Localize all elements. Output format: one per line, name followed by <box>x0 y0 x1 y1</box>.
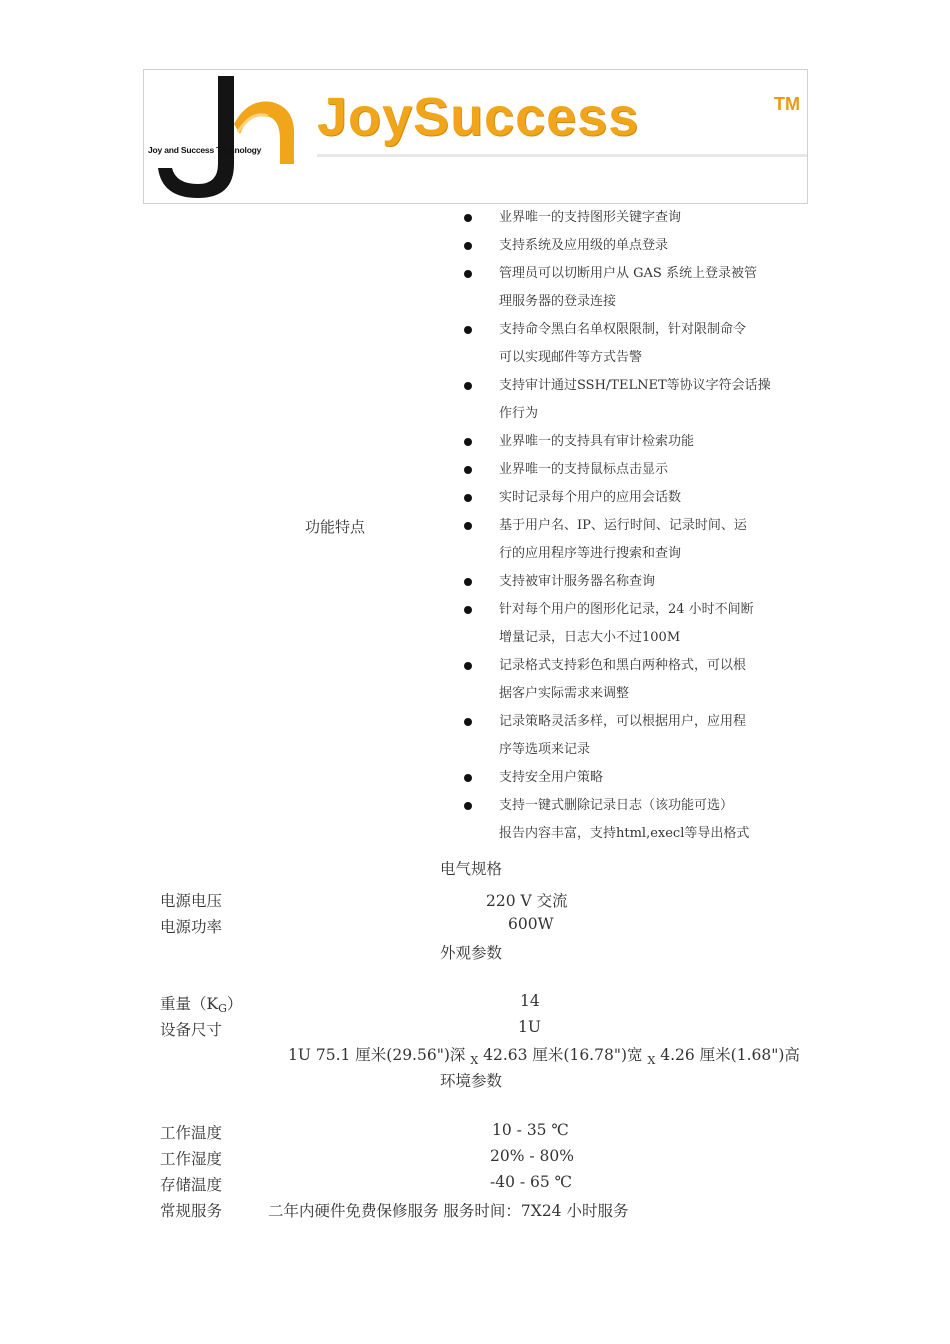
bullet-icon <box>464 802 472 810</box>
feature-text: 增量记录，日志大小不过100M <box>499 630 681 645</box>
logo-mark-icon <box>148 72 296 200</box>
feature-item <box>464 260 784 288</box>
feature-text: 据客户实际需求来调整 <box>499 686 630 701</box>
appearance-heading: 外观参数 <box>440 944 503 962</box>
bullet-icon <box>464 242 472 250</box>
logo-divider <box>317 154 807 157</box>
bullet-icon <box>464 270 472 278</box>
feature-text: 报告内容丰富，支持html,execl等导出格式 <box>499 826 750 841</box>
logo-brand-name: JoySuccess <box>317 87 640 147</box>
features-list <box>464 204 784 848</box>
feature-item-continuation <box>464 736 784 764</box>
work-temp-label: 工作温度 <box>160 1124 223 1142</box>
feature-text: 基于用户名、IP、运行时间、记录时间、运 <box>499 518 747 533</box>
logo-trademark: TM <box>774 94 800 114</box>
bullet-icon <box>464 578 472 586</box>
feature-item <box>464 652 784 680</box>
size-label: 设备尺寸 <box>160 1021 223 1039</box>
feature-item <box>464 512 784 540</box>
features-label: 功能特点 <box>305 518 366 536</box>
dimensions-value: 1U 75.1 厘米(29.56")深 $_X$ 42.63 厘米(16.78")宽 $_X$ 4.26 厘米(1.68")高 <box>288 1046 800 1067</box>
feature-item-continuation <box>464 540 784 568</box>
feature-item <box>464 568 784 596</box>
bullet-icon <box>464 326 472 334</box>
feature-item-continuation <box>464 680 784 708</box>
feature-text: 支持安全用户策略 <box>499 770 604 785</box>
weight-label: 重量$(K_G)$ <box>160 995 243 1015</box>
work-humidity-value: 20% - 80% <box>490 1147 574 1165</box>
feature-item-continuation <box>464 624 784 652</box>
feature-item <box>464 316 784 344</box>
bullet-icon <box>464 438 472 446</box>
voltage-label: 电源电压 <box>160 892 223 910</box>
feature-item <box>464 484 784 512</box>
feature-text: 管理员可以切断用户从 GAS 系统上登录被管 <box>499 266 757 281</box>
feature-item-continuation <box>464 288 784 316</box>
storage-temp-label: 存储温度 <box>160 1176 223 1194</box>
feature-text: 记录格式支持彩色和黑白两种格式，可以根 <box>499 658 747 673</box>
weight-value: 14 <box>520 992 540 1010</box>
feature-text: 支持命令黑白名单权限限制，针对限制命令 <box>499 322 747 337</box>
bullet-icon <box>464 494 472 502</box>
feature-item <box>464 204 784 232</box>
electrical-heading: 电气规格 <box>440 860 503 878</box>
feature-text: 记录策略灵活多样，可以根据用户，应用程 <box>499 714 747 729</box>
feature-text: 支持被审计服务器名称查询 <box>499 574 656 589</box>
voltage-value: 220 V 交流 <box>486 892 568 910</box>
logo-tagline: Joy and Success Technology <box>148 145 262 155</box>
bullet-icon <box>464 774 472 782</box>
feature-item <box>464 764 784 792</box>
feature-text: 支持系统及应用级的单点登录 <box>499 238 669 253</box>
feature-text: 业界唯一的支持鼠标点击显示 <box>499 462 669 477</box>
feature-item <box>464 456 784 484</box>
bullet-icon <box>464 466 472 474</box>
service-value: 二年内硬件免费保修服务 服务时间：7X24 小时服务 <box>268 1202 629 1220</box>
environment-heading: 环境参数 <box>440 1072 503 1090</box>
feature-text: 支持审计通过SSH/TELNET等协议字符会话操 <box>499 378 771 393</box>
feature-item <box>464 372 784 400</box>
feature-item-continuation <box>464 344 784 372</box>
feature-text: 可以实现邮件等方式告警 <box>499 350 643 365</box>
feature-item <box>464 708 784 736</box>
feature-item-continuation <box>464 400 784 428</box>
feature-text: 序等选项来记录 <box>499 742 591 757</box>
feature-item-continuation <box>464 820 784 848</box>
feature-text: 实时记录每个用户的应用会话数 <box>499 490 682 505</box>
size-value: 1U <box>518 1018 541 1036</box>
bullet-icon <box>464 382 472 390</box>
feature-text: 业界唯一的支持图形关键字查询 <box>499 210 682 225</box>
bullet-icon <box>464 718 472 726</box>
bullet-icon <box>464 214 472 222</box>
power-value: 600W <box>508 915 554 933</box>
feature-item <box>464 792 784 820</box>
feature-item <box>464 232 784 260</box>
bullet-icon <box>464 522 472 530</box>
service-label: 常规服务 <box>160 1202 223 1220</box>
company-logo-banner <box>143 69 808 204</box>
feature-text: 针对每个用户的图形化记录，24 小时不间断 <box>499 602 754 617</box>
bullet-icon <box>464 606 472 614</box>
feature-item <box>464 596 784 624</box>
storage-temp-value: -40 - 65 ℃ <box>490 1173 573 1191</box>
work-humidity-label: 工作湿度 <box>160 1150 223 1168</box>
bullet-icon <box>464 662 472 670</box>
feature-text: 支持一键式删除记录日志（该功能可选） <box>499 798 734 813</box>
power-label: 电源功率 <box>160 918 223 936</box>
work-temp-value: 10 - 35 ℃ <box>492 1121 569 1139</box>
feature-text: 理服务器的登录连接 <box>499 294 617 309</box>
feature-text: 业界唯一的支持具有审计检索功能 <box>499 434 695 449</box>
feature-item <box>464 428 784 456</box>
feature-text: 行的应用程序等进行搜索和查询 <box>499 546 682 561</box>
feature-text: 作行为 <box>499 406 539 421</box>
